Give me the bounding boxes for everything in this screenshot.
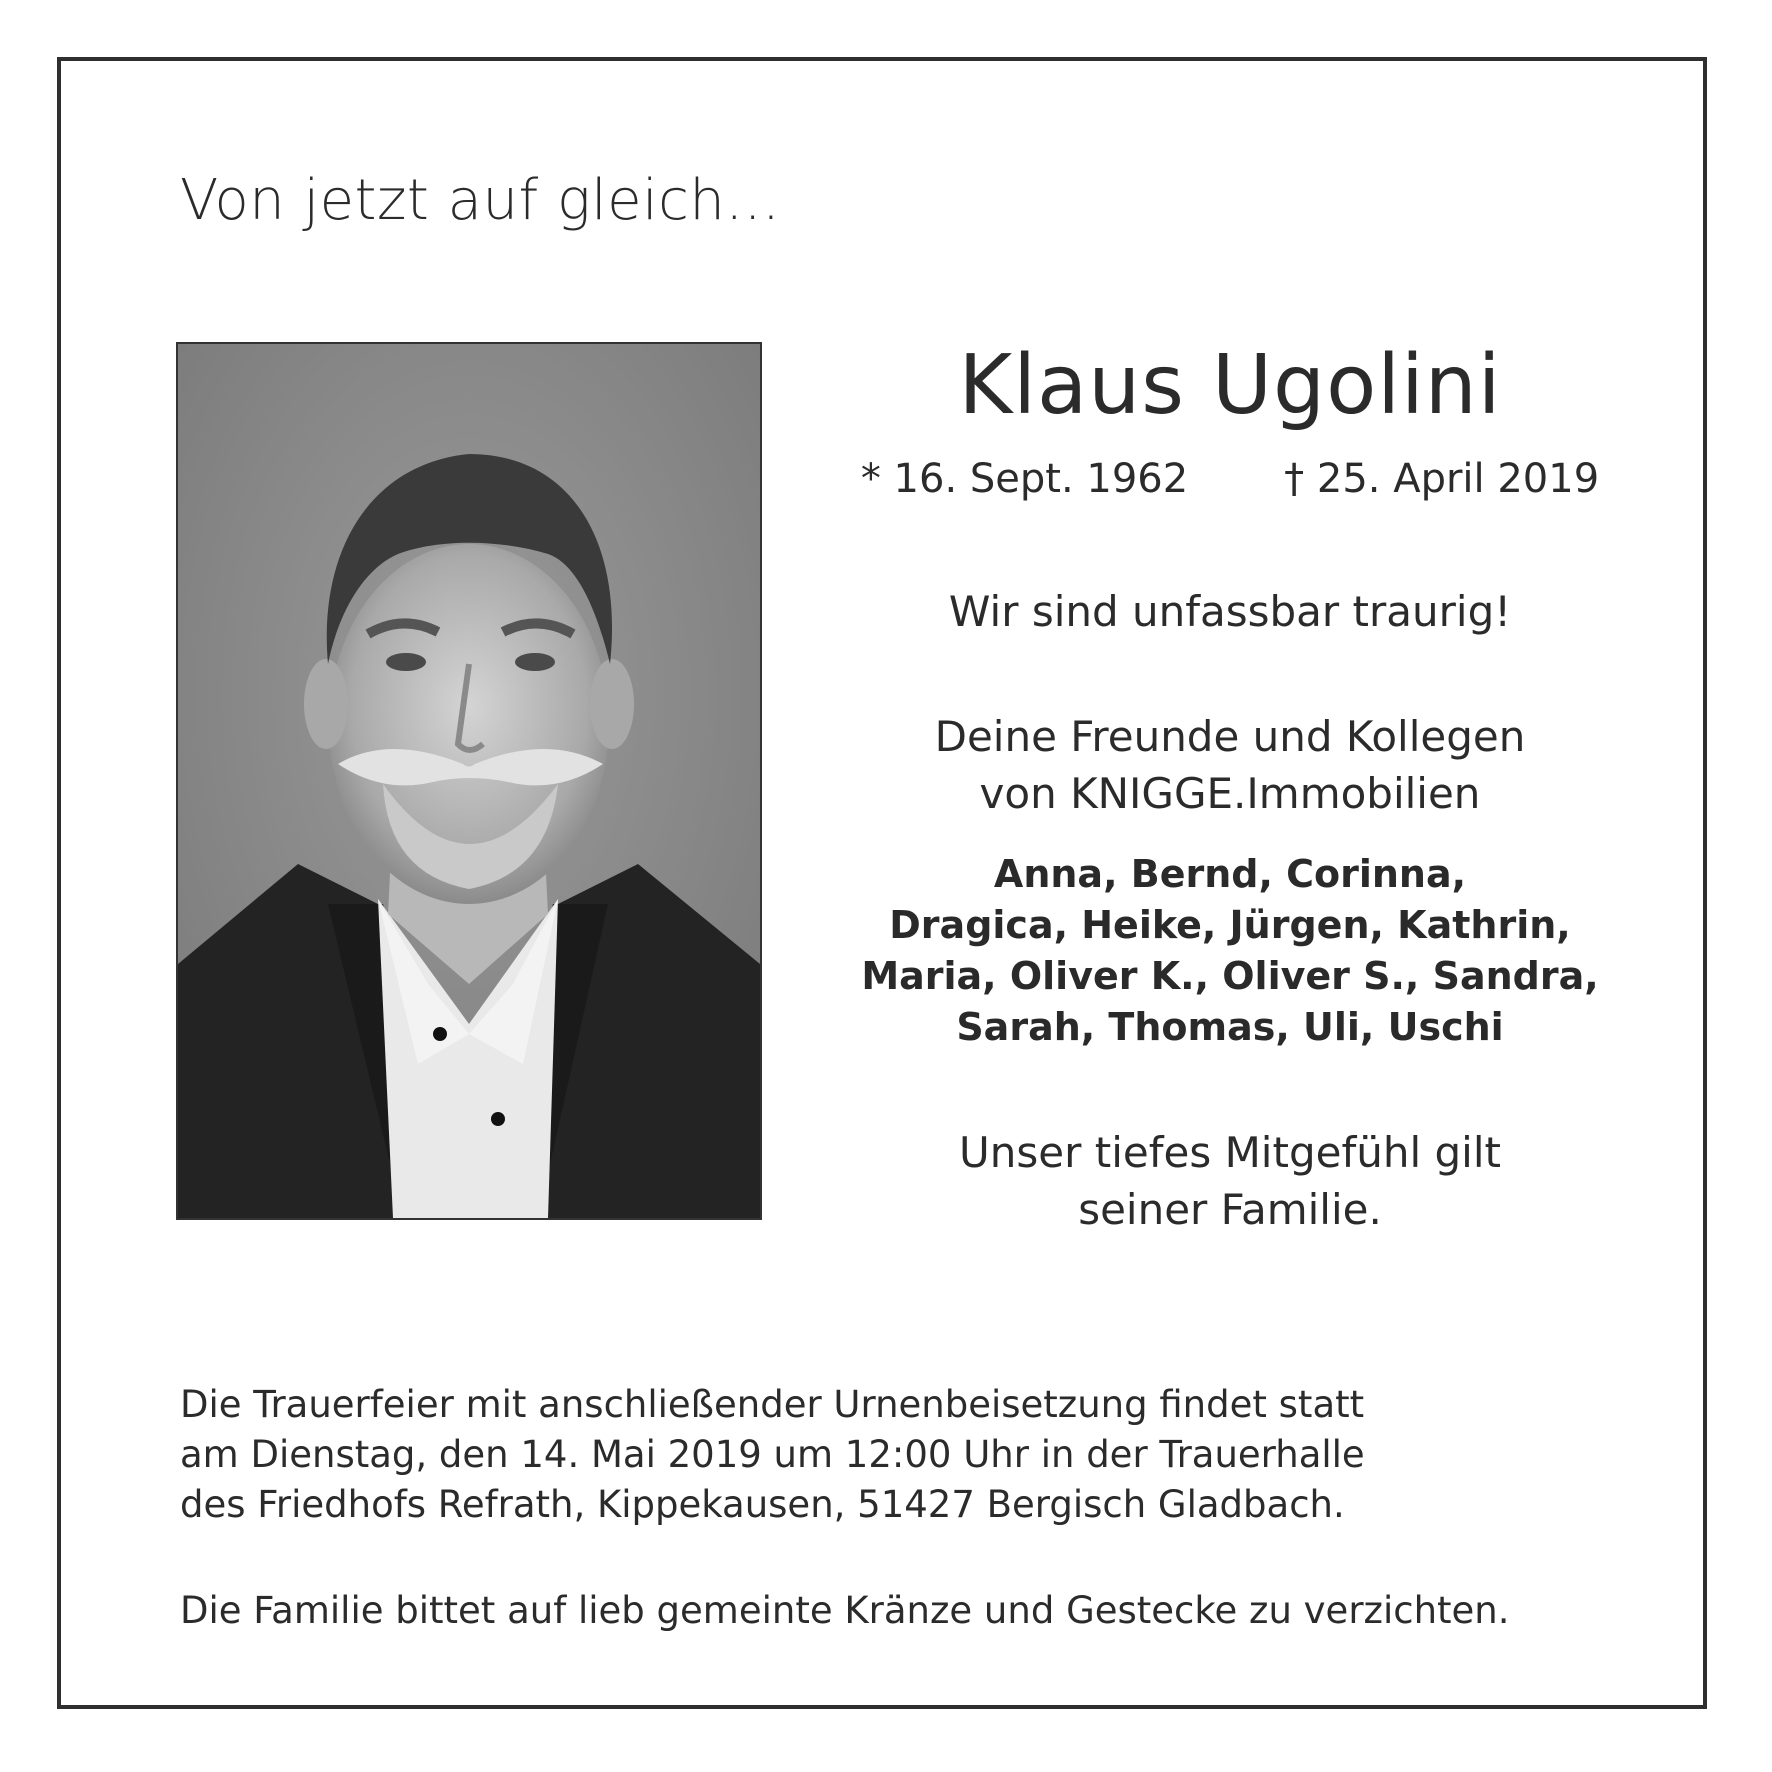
names-list: [820, 849, 1640, 1053]
sender-line-2: von KNIGGE.Immobilien: [979, 769, 1481, 818]
family-request: Die Familie bittet auf lieb gemeinte Kränze und Gestecke zu verzichten.: [180, 1589, 1510, 1632]
death-date: † 25. April 2019: [1284, 456, 1600, 502]
intro-heading: Von jetzt auf gleich...: [180, 168, 781, 233]
names-line: Maria, Oliver K., Oliver S., Sandra,: [861, 954, 1599, 998]
sender-block: [820, 708, 1640, 822]
deceased-name: Klaus Ugolini: [958, 338, 1502, 433]
grief-message: Wir sind unfassbar traurig!: [948, 587, 1512, 636]
names-line: Sarah, Thomas, Uli, Uschi: [956, 1005, 1504, 1049]
condolence-line-1: Unser tiefes Mitgefühl gilt: [959, 1128, 1501, 1177]
condolence-line-2: seiner Familie.: [1078, 1185, 1382, 1234]
names-line: Dragica, Heike, Jürgen, Kathrin,: [889, 903, 1571, 947]
life-dates: [820, 456, 1640, 502]
names-line: Anna, Bernd, Corinna,: [993, 852, 1467, 896]
condolence-block: [820, 1124, 1640, 1238]
sender-line-1: Deine Freunde und Kollegen: [934, 712, 1526, 761]
portrait-photo: [176, 342, 762, 1220]
ceremony-line: des Friedhofs Refrath, Kippekausen, 51427 Bergisch Gladbach.: [180, 1483, 1345, 1526]
ceremony-line: am Dienstag, den 14. Mai 2019 um 12:00 Uhr in der Trauerhalle: [180, 1433, 1365, 1476]
ceremony-info: [180, 1380, 1365, 1530]
ceremony-line: Die Trauerfeier mit anschließender Urnenbeisetzung findet statt: [180, 1383, 1365, 1426]
birth-date: * 16. Sept. 1962: [860, 456, 1189, 502]
